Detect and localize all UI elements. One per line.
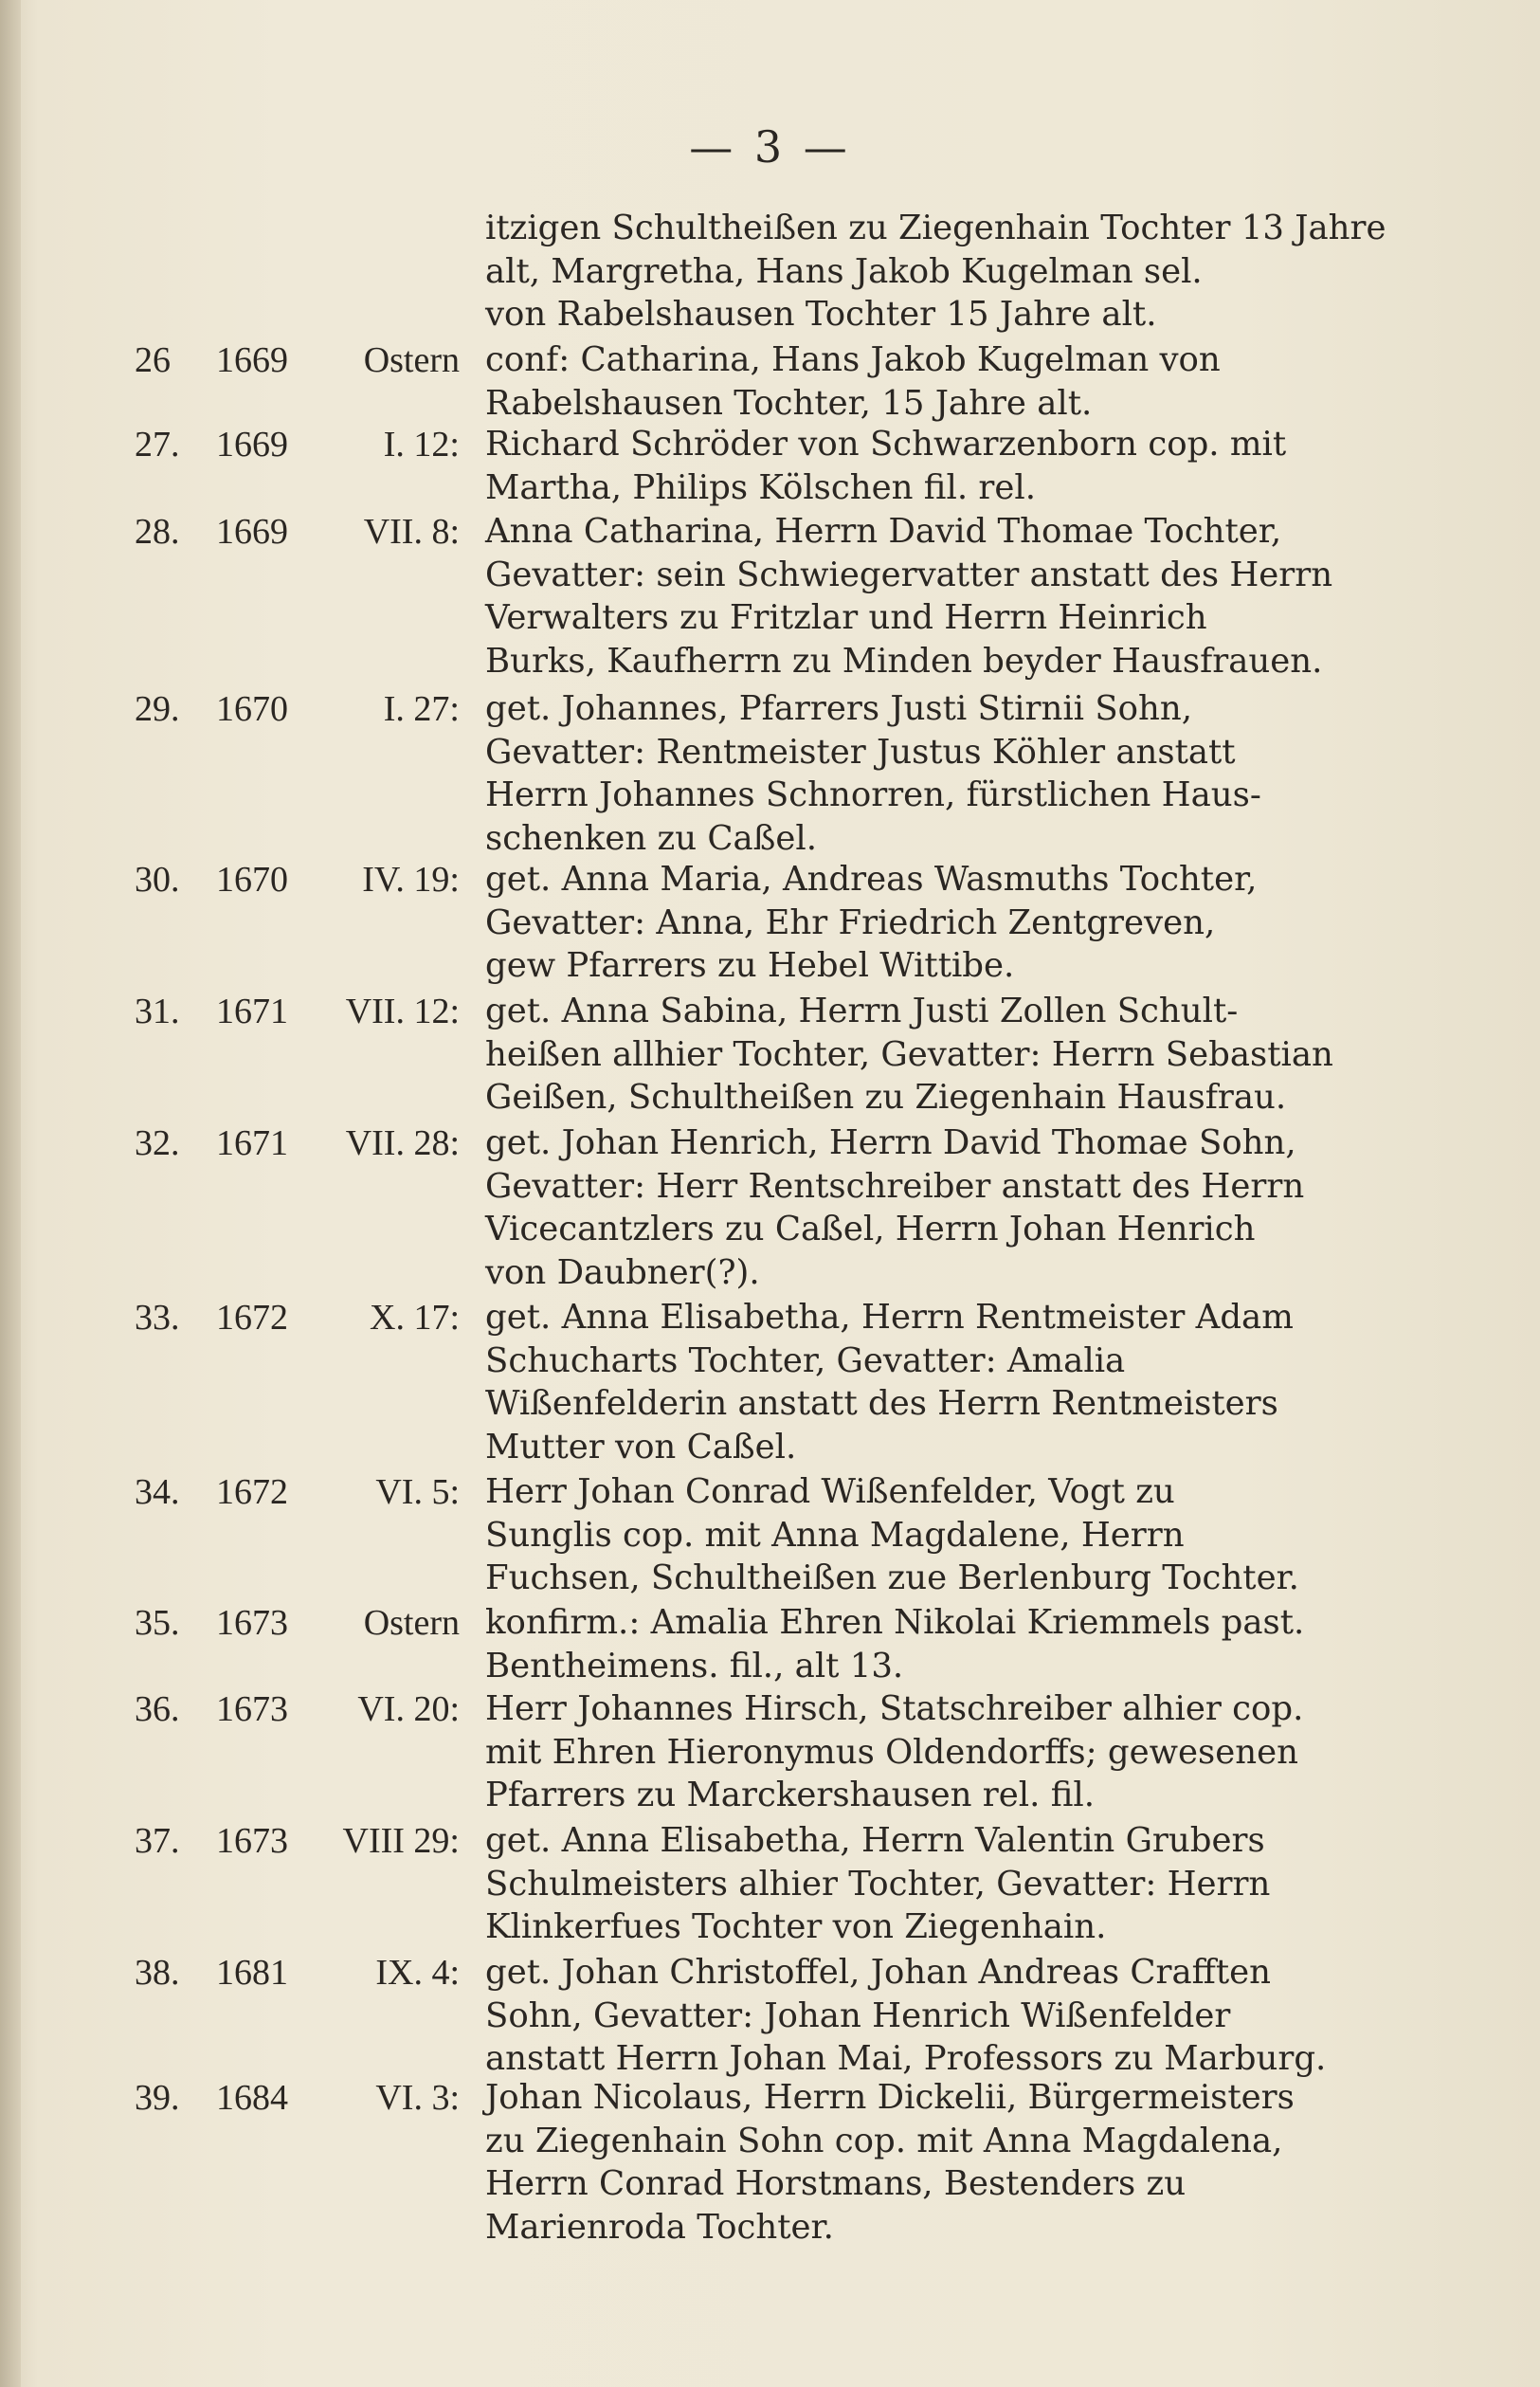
- entry-num: 39.: [135, 2078, 180, 2118]
- entry-text-line: Fuchsen, Schultheißen zue Berlenburg Tochter.: [485, 1558, 1299, 1597]
- entry-text: [485, 1687, 1348, 1817]
- entry-num: 36.: [135, 1689, 180, 1729]
- entry-text-line: von Rabelshausen Tochter 15 Jahre alt.: [485, 295, 1157, 334]
- entry-num: 26: [135, 340, 171, 380]
- entry-text-line: Sunglis cop. mit Anna Magdalene, Herrn: [485, 1515, 1185, 1555]
- entry-text: [485, 1121, 1348, 1294]
- entry-year: 1671: [216, 1123, 288, 1163]
- entry-text-line: Marienroda Tochter.: [485, 2207, 834, 2247]
- entry-date: I. 27:: [383, 689, 460, 729]
- entry-text-line: get. Anna Elisabetha, Herrn Rentmeister Adam: [485, 1298, 1294, 1337]
- entry-text-line: Klinkerfues Tochter von Ziegenhain.: [485, 1907, 1107, 1946]
- entry-year: 1684: [216, 2078, 288, 2118]
- entry-text: [485, 687, 1348, 860]
- entry-num: 27.: [135, 425, 180, 465]
- entry-num: 32.: [135, 1123, 180, 1163]
- entry-year: 1670: [216, 860, 288, 900]
- entry-text-line: Wißenfelderin anstatt des Herrn Rentmeisters: [485, 1384, 1278, 1423]
- entry-text: [485, 1819, 1348, 1949]
- entry-year: 1669: [216, 425, 288, 465]
- entry-date: VI. 5:: [375, 1472, 460, 1512]
- entry-text: [485, 423, 1348, 509]
- entry-date: Ostern: [363, 340, 460, 380]
- entry-date: Ostern: [363, 1603, 460, 1643]
- entry-text-line: Gevatter: Herr Rentschreiber anstatt des Herrn: [485, 1166, 1305, 1206]
- entry-num: 35.: [135, 1603, 180, 1643]
- entry-text-line: get. Johan Henrich, Herrn David Thomae Sohn,: [485, 1123, 1296, 1162]
- entry-num: 31.: [135, 992, 180, 1031]
- entry-text-line: Anna Catharina, Herrn David Thomae Tochter,: [485, 512, 1282, 551]
- entry-text-line: von Daubner(?).: [485, 1252, 760, 1292]
- entry-year: 1673: [216, 1689, 288, 1729]
- page-number: — 3 —: [689, 121, 851, 173]
- entry-text-line: Schucharts Tochter, Gevatter: Amalia: [485, 1340, 1126, 1380]
- entry-text: [485, 1296, 1348, 1468]
- entry-year: 1681: [216, 1953, 288, 1993]
- entry-text-line: Verwalters zu Fritzlar und Herrn Heinrich: [485, 598, 1207, 637]
- entry-text-line: Herrn Johannes Schnorren, fürstlichen Haus-: [485, 775, 1261, 814]
- entry-num: 29.: [135, 689, 180, 729]
- entry-date: VIII 29:: [342, 1821, 460, 1861]
- entry-text: [485, 2076, 1348, 2249]
- entry-year: 1669: [216, 340, 288, 380]
- entry-date: X. 17:: [370, 1298, 460, 1338]
- entry-year: 1671: [216, 992, 288, 1031]
- entry-text-line: get. Johannes, Pfarrers Justi Stirnii Sohn,: [485, 689, 1193, 728]
- entry-text-line: get. Anna Sabina, Herrn Justi Zollen Schult-: [485, 992, 1239, 1030]
- entry-text-line: heißen allhier Tochter, Gevatter: Herrn Sebastian: [485, 1034, 1333, 1074]
- entry-text: [485, 510, 1348, 683]
- entry-date: IX. 4:: [375, 1953, 460, 1993]
- entry-text-line: Gevatter: Rentmeister Justus Köhler anstatt: [485, 732, 1236, 772]
- entry-text: [485, 1601, 1348, 1687]
- entry-num: 28.: [135, 512, 180, 552]
- entry-num: 37.: [135, 1821, 180, 1861]
- entry-text-line: conf: Catharina, Hans Jakob Kugelman von: [485, 340, 1221, 379]
- entry-text-line: Martha, Philips Kölschen fil. rel.: [485, 467, 1037, 507]
- entry-text-line: Herrn Conrad Horstmans, Bestenders zu: [485, 2164, 1187, 2203]
- entry-num: 33.: [135, 1298, 180, 1338]
- entry-text-line: Johan Nicolaus, Herrn Dickelii, Bürgermeisters: [485, 2078, 1295, 2117]
- entry-text-line: Gevatter: Anna, Ehr Friedrich Zentgreven,: [485, 902, 1216, 942]
- entry-text-line: gew Pfarrers zu Hebel Wittibe.: [485, 946, 1015, 985]
- entry-year: 1672: [216, 1298, 288, 1338]
- entry-num: 34.: [135, 1472, 180, 1512]
- entry-year: 1673: [216, 1603, 288, 1643]
- entry-text: [485, 1470, 1348, 1600]
- entry-year: 1670: [216, 689, 288, 729]
- entry-text-line: Schulmeisters alhier Tochter, Gevatter: Herrn: [485, 1864, 1271, 1904]
- entry-text-line: Herr Johan Conrad Wißenfelder, Vogt zu: [485, 1472, 1175, 1511]
- entry-text: [485, 338, 1348, 425]
- entry-text-line: get. Anna Maria, Andreas Wasmuths Tochter,: [485, 860, 1258, 899]
- entry-num: 38.: [135, 1953, 180, 1993]
- entry-text-line: anstatt Herrn Johan Mai, Professors zu Marburg.: [485, 2039, 1327, 2078]
- entry-text: [485, 990, 1348, 1120]
- entry-text-line: Richard Schröder von Schwarzenborn cop. mit: [485, 425, 1287, 464]
- entry-text: [485, 858, 1348, 988]
- entry-text-line: alt, Margretha, Hans Jakob Kugelman sel.: [485, 251, 1203, 291]
- entry-text: [485, 1951, 1348, 2081]
- entry-text-line: Sohn, Gevatter: Johan Henrich Wißenfelder: [485, 1995, 1231, 2035]
- entry-text-line: mit Ehren Hieronymus Oldendorffs; gewesenen: [485, 1732, 1298, 1772]
- entry-date: I. 12:: [383, 425, 460, 465]
- entry-text-line: Rabelshausen Tochter, 15 Jahre alt.: [485, 383, 1093, 423]
- entry-text-line: Herr Johannes Hirsch, Statschreiber alhier cop.: [485, 1689, 1304, 1728]
- entry-text-line: Burks, Kaufherrn zu Minden beyder Hausfrauen.: [485, 641, 1323, 681]
- entry-text-line: schenken zu Caßel.: [485, 818, 818, 858]
- entry-text: [485, 207, 1386, 337]
- entry-date: VII. 8:: [363, 512, 460, 552]
- entry-date: VII. 12:: [345, 992, 460, 1031]
- entry-text-line: get. Anna Elisabetha, Herrn Valentin Grubers: [485, 1821, 1265, 1860]
- entry-year: 1673: [216, 1821, 288, 1861]
- entry-date: VI. 20:: [357, 1689, 460, 1729]
- entry-date: VII. 28:: [345, 1123, 460, 1163]
- entry-num: 30.: [135, 860, 180, 900]
- entry-text-line: get. Johan Christoffel, Johan Andreas Crafften: [485, 1953, 1272, 1992]
- entry-text-line: Geißen, Schultheißen zu Ziegenhain Hausfrau.: [485, 1078, 1287, 1117]
- entry-text-line: Vicecantzlers zu Caßel, Herrn Johan Henrich: [485, 1210, 1256, 1248]
- page-binding-edge: [0, 0, 21, 2387]
- entry-text-line: Pfarrers zu Marckershausen rel. fil.: [485, 1776, 1096, 1814]
- entry-year: 1669: [216, 512, 288, 552]
- entry-date: IV. 19:: [362, 860, 460, 900]
- entry-text-line: Bentheimens. fil., alt 13.: [485, 1646, 904, 1685]
- entry-year: 1672: [216, 1472, 288, 1512]
- entry-text-line: Gevatter: sein Schwiegervatter anstatt des Herrn: [485, 555, 1333, 594]
- entry-text-line: Mutter von Caßel.: [485, 1427, 797, 1467]
- entry-date: VI. 3:: [375, 2078, 460, 2118]
- entry-text-line: zu Ziegenhain Sohn cop. mit Anna Magdalena,: [485, 2121, 1283, 2160]
- entry-text-line: itzigen Schultheißen zu Ziegenhain Tochter 13 Jahre: [485, 209, 1386, 247]
- entry-text-line: konfirm.: Amalia Ehren Nikolai Kriemmels past.: [485, 1603, 1305, 1642]
